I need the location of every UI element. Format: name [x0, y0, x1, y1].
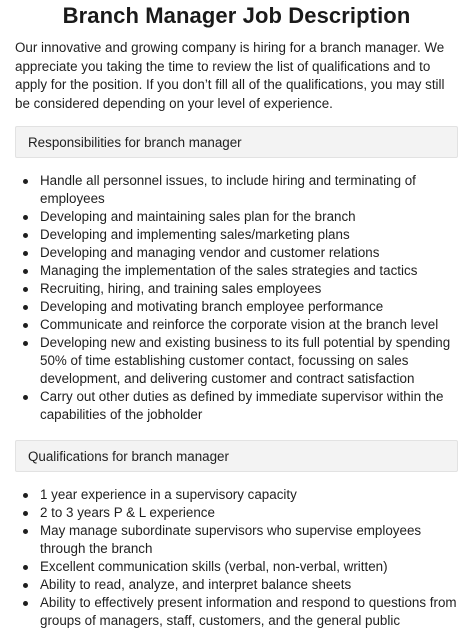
list-item: May manage subordinate supervisors who supervise employees through the branch	[21, 522, 458, 558]
responsibilities-heading: Responsibilities for branch manager	[28, 134, 242, 150]
responsibilities-section-header	[15, 126, 458, 158]
list-item: Developing new and existing business to its full potential by spending 50% of time establishing customer contact, focussing on sales development, and delivering customer and contract satisfaction	[21, 334, 458, 388]
qualifications-list	[15, 486, 458, 630]
intro-paragraph: Our innovative and growing company is hiring for a branch manager. We appreciate you taking the time to review the list of qualifications and to apply for the position. If you don’t fill all of the qualifications, you may still be considered depending on your level of experience.	[15, 40, 445, 111]
list-item: Handle all personnel issues, to include hiring and terminating of employees	[21, 172, 458, 208]
list-item: Developing and implementing sales/marketing plans	[21, 226, 458, 244]
qualifications-heading: Qualifications for branch manager	[28, 448, 229, 464]
list-item: 1 year experience in a supervisory capacity	[21, 486, 458, 504]
list-item: Recruiting, hiring, and training sales employees	[21, 280, 458, 298]
list-item: Excellent communication skills (verbal, non-verbal, written)	[21, 558, 458, 576]
list-item: Developing and managing vendor and customer relations	[21, 244, 458, 262]
responsibilities-list	[15, 172, 458, 424]
list-item: Developing and maintaining sales plan for the branch	[21, 208, 458, 226]
qualifications-section-header	[15, 440, 458, 472]
list-item: Managing the implementation of the sales strategies and tactics	[21, 262, 458, 280]
list-item: Developing and motivating branch employee performance	[21, 298, 458, 316]
list-item: Ability to effectively present information and respond to questions from groups of managers, staff, customers, and the general public	[21, 594, 458, 630]
list-item: 2 to 3 years P & L experience	[21, 504, 458, 522]
list-item: Communicate and reinforce the corporate vision at the branch level	[21, 316, 458, 334]
list-item: Carry out other duties as defined by immediate supervisor within the capabilities of the jobholder	[21, 388, 458, 424]
page-title: Branch Manager Job Description	[62, 3, 411, 28]
list-item: Ability to read, analyze, and interpret balance sheets	[21, 576, 458, 594]
